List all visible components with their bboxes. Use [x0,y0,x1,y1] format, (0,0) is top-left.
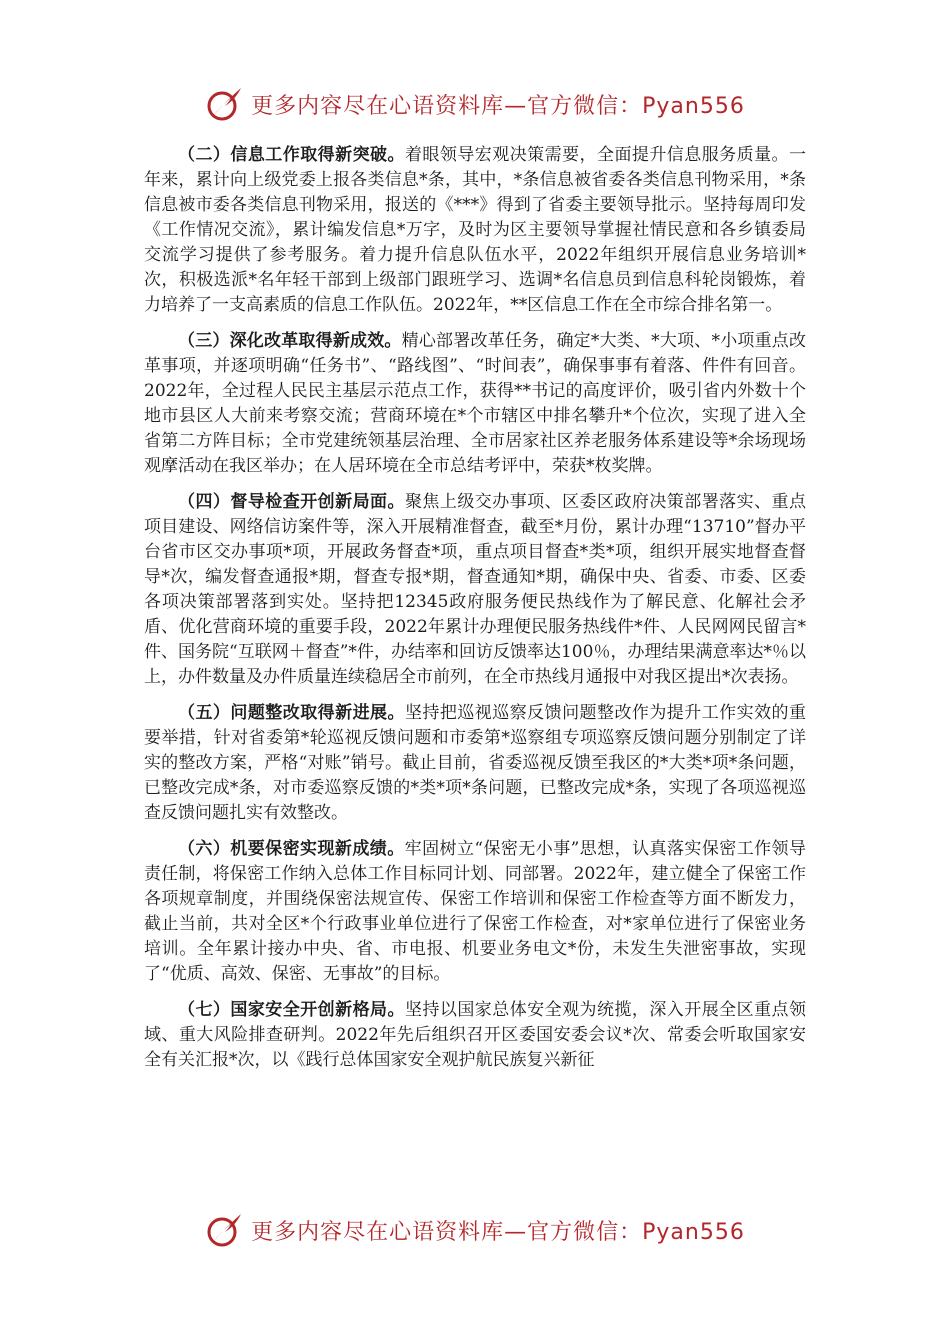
paragraph-body: 坚持以国家总体安全观为统揽，深入开展全区重点领域、重大风险排查研判。2022年先后组织召开区委国安委会议*次、常委会听取国家安全有关汇报*次，以《践行总体国家安全观护航民族复兴新征 [144,1000,807,1070]
paragraph-heading: （六）机要保密实现新成绩。 [178,839,405,859]
paragraph-heading: （五）问题整改取得新进展。 [178,703,405,723]
paragraph-heading: （二）信息工作取得新突破。 [178,145,405,165]
banner-text: 更多内容尽在心语资料库—官方微信：Pyan556 [251,1219,745,1245]
paragraph-confidentiality [144,837,806,987]
paragraph-body: 着眼领导宏观决策需要，全面提升信息服务质量。一年来，累计向上级党委上报各类信息*条，其中，*条信息被省委各类信息刊物采用，*条信息被市委各类信息刊物采用，报送的《***》得到了省委主要领导批示。坚持每周印发《工作情况交流》，累计编发信息*万字，及时为区主要领导掌握社情民意和各乡镇委局交流学习提供了参考服务。着力提升信息队伍水平，2022年组织开展信息业务培训*次，积极选派*名年轻干部到上级部门跟班学习、选调*名信息员到信息科轮岗锻炼，着力培养了一支高素质的信息工作队伍。2022年，**区信息工作在全市综合排名第一。 [144,145,807,315]
paragraph-heading: （三）深化改革取得新成效。 [178,331,402,351]
paragraph-info-work [144,143,806,318]
header-banner [0,80,950,128]
document-body [144,143,806,1084]
paragraph-body: 牢固树立“保密无小事”思想，认真落实保密工作领导责任制，将保密工作纳入总体工作目标同计划、同部署。2022年，建立健全了保密工作各项规章制度，并围绕保密法规宣传、保密工作培训和保密工作检查等方面不断发力，截止当前，共对全区*个行政事业单位进行了保密工作检查，对*家单位进行了保密业务培训。全年累计接办中央、省、市电报、机要业务电文*份，未发生失泄密事故，实现了“优质、高效、保密、无事故”的目标。 [144,839,806,984]
paragraph-body: 坚持把巡视巡察反馈问题整改作为提升工作实效的重要举措，针对省委第*轮巡视反馈问题和市委第*巡察组专项巡察反馈问题分别制定了详实的整改方案，严格“对账”销号。截止目前，省委巡视反馈至我区的*大类*项*条问题，已整改完成*条，对市委巡察反馈的*类*项*条问题，已整改完成*条，实现了各项巡视巡查反馈问题扎实有效整改。 [144,703,807,823]
banner-text: 更多内容尽在心语资料库—官方微信：Pyan556 [251,93,745,119]
paragraph-heading: （四）督导检查开创新局面。 [178,492,405,512]
paragraph-body: 聚焦上级交办事项、区委区政府决策部署落实、重点项目建设、网络信访案件等，深入开展精准督查，截至*月份，累计办理“13710”督办平台省市区交办事项*项，开展政务督查*项，重点项目督查*类*项，组织开展实地督查督导*次，编发督查通报*期，督查专报*期，督查通知*期，确保中央、省委、市委、区委各项决策部署落到实处。坚持把12345政府服务便民热线作为了解民意、化解社会矛盾、优化营商环境的重要手段，2022年累计办理便民服务热线件*件、人民网网民留言*件、国务院“互联网＋督查”*件，办结率和回访反馈率达100％，办理结果满意率达*％以上，办件数量及办件质量连续稳居全市前列，在全市热线月通报中对我区提出*次表扬。 [144,492,807,687]
quill-logo-icon [205,84,245,124]
paragraph-heading: （七）国家安全开创新格局。 [178,1000,405,1020]
paragraph-rectification [144,701,806,826]
paragraph-supervision [144,490,806,690]
paragraph-reform [144,329,806,479]
quill-logo-icon [205,1210,245,1250]
paragraph-body: 精心部署改革任务，确定*大类、*大项、*小项重点改革事项，并逐项明确“任务书”、“路线图”、“时间表”，确保事事有着落、件件有回音。2022年，全过程人民民主基层示范点工作，获得**书记的高度评价，吸引省内外数十个地市县区人大前来考察交流；营商环境在*个市辖区中排名攀升*个位次，实现了进入全省第二方阵目标；全市党建统领基层治理、全市居家社区养老服务体系建设等*余场现场观摩活动在我区举办；在人居环境在全市总结考评中，荣获*枚奖牌。 [144,331,807,476]
footer-banner [0,1206,950,1254]
paragraph-national-security [144,998,806,1073]
